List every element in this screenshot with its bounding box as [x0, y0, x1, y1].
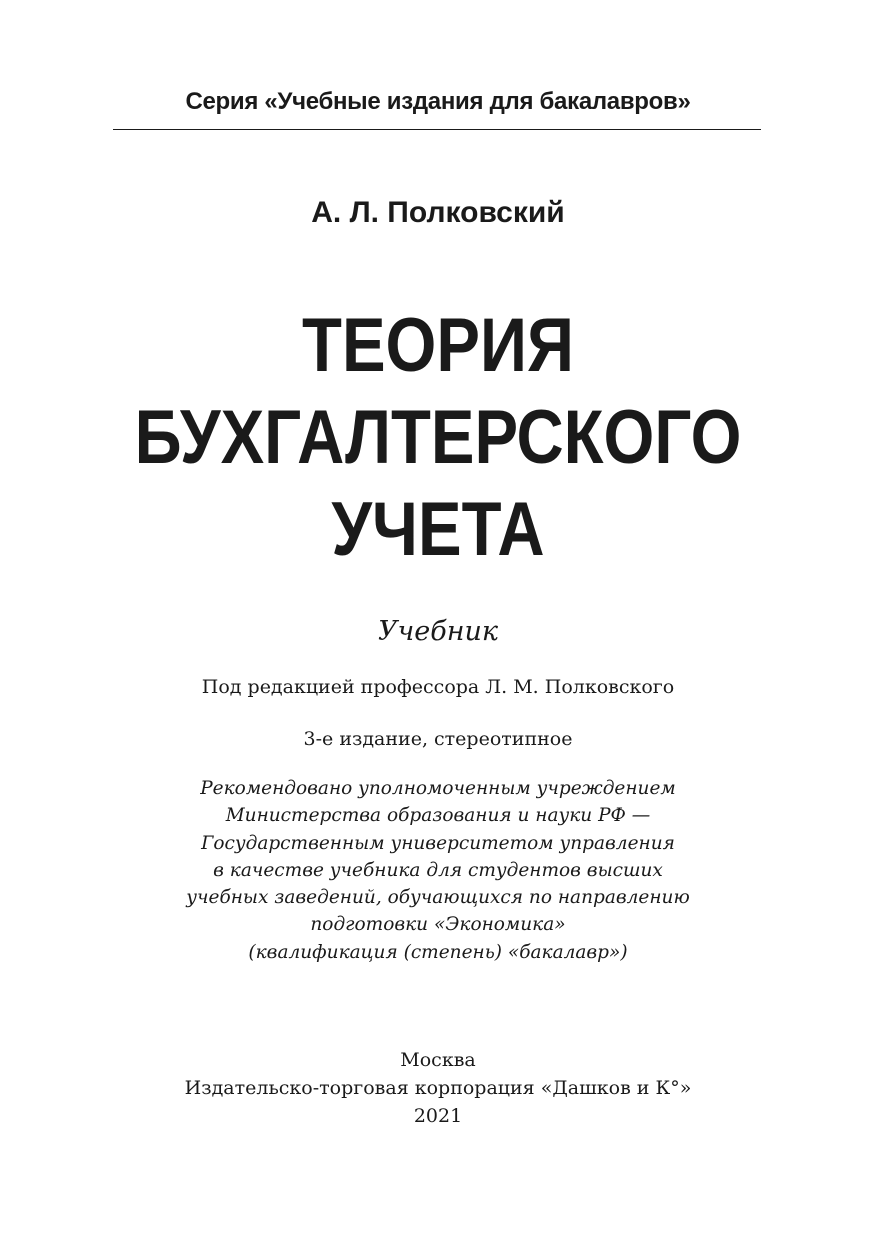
- recommendation-text: [0, 775, 876, 966]
- book-title-line: УЧЕТА: [331, 487, 545, 572]
- imprint-city: Москва: [400, 1049, 476, 1071]
- series-name: Серия «Учебные издания для бакалавров»: [185, 88, 691, 115]
- book-title-line: БУХГАЛТЕРСКОГО: [134, 395, 742, 480]
- header-divider: [113, 129, 761, 130]
- imprint: [0, 1046, 876, 1130]
- recommendation-line: Министерства образования и науки РФ —: [225, 805, 651, 827]
- author-name: А. Л. Полковский: [311, 196, 565, 229]
- editor-line: Под редакцией профессора Л. М. Полковского: [201, 676, 675, 698]
- imprint-publisher: Издательско-торговая корпорация «Дашков и К°»: [184, 1077, 692, 1099]
- recommendation-line: Государственным университетом управления: [201, 832, 675, 854]
- recommendation-line: подготовки «Экономика»: [310, 914, 566, 936]
- edition-line: 3-е издание, стереотипное: [303, 728, 573, 750]
- recommendation-line: (квалификация (степень) «бакалавр»): [248, 941, 628, 963]
- book-genre: Учебник: [377, 616, 499, 647]
- book-title: [61, 300, 814, 576]
- book-title-line: ТЕОРИЯ: [302, 303, 574, 388]
- recommendation-line: Рекомендовано уполномоченным учреждением: [200, 778, 676, 799]
- recommendation-line: учебных заведений, обучающихся по направлению: [186, 887, 690, 909]
- imprint-year: 2021: [413, 1105, 463, 1127]
- recommendation-line: в качестве учебника для студентов высших: [213, 859, 663, 881]
